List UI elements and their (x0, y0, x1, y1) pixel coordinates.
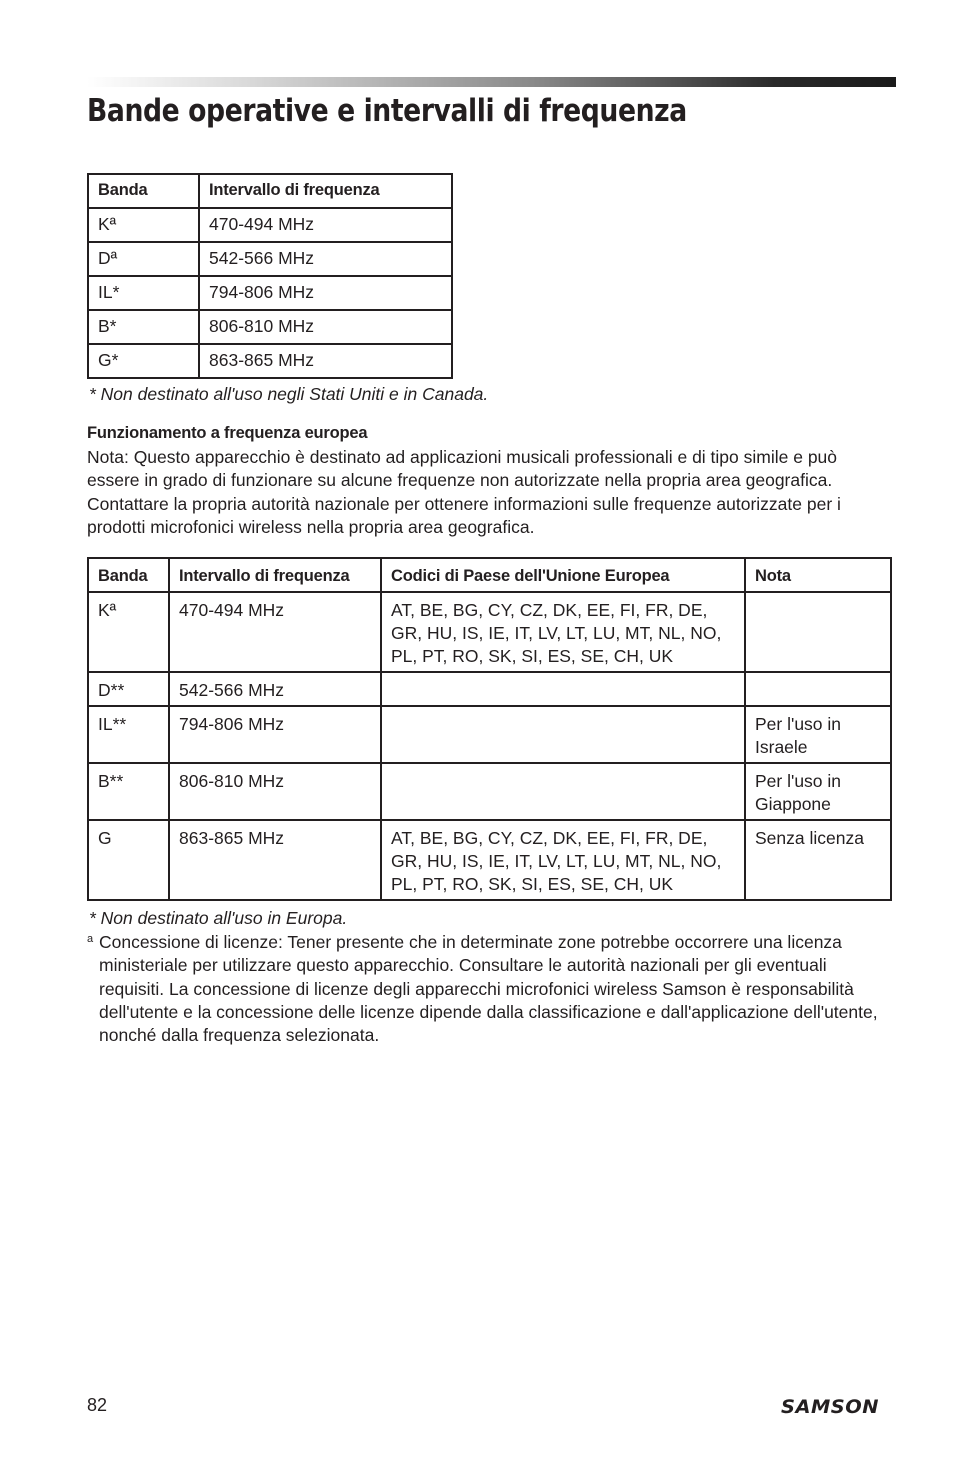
table-row (88, 208, 452, 242)
column-header-frequency: Intervallo di frequenza (199, 174, 452, 208)
frequency-cell: 863-865 MHz (199, 344, 452, 378)
frequency-cell: 542-566 MHz (199, 242, 452, 276)
table-row (88, 672, 891, 706)
table-row (88, 276, 452, 310)
band-cell: G (88, 820, 169, 900)
note-cell (745, 672, 891, 706)
country-codes-cell (381, 706, 745, 763)
country-codes-cell: AT, BE, BG, CY, CZ, DK, EE, FI, FR, DE, GR, HU, IS, IE, IT, LV, LT, LU, MT, NL, NO, PL, PT, RO, SK, SI, ES, SE, CH, UK (381, 820, 745, 900)
band-cell: D** (88, 672, 169, 706)
country-codes-cell: AT, BE, BG, CY, CZ, DK, EE, FI, FR, DE, GR, HU, IS, IE, IT, LV, LT, LU, MT, NL, NO, PL, PT, RO, SK, SI, ES, SE, CH, UK (381, 592, 745, 672)
band-cell: Kª (88, 592, 169, 672)
frequency-cell: 863-865 MHz (169, 820, 381, 900)
table-row (88, 344, 452, 378)
eu-frequency-table (87, 557, 892, 901)
frequency-cell: 794-806 MHz (199, 276, 452, 310)
column-header-band: Banda (88, 558, 169, 592)
band-cell: IL* (88, 276, 199, 310)
samson-logo: SAMSON (781, 1396, 879, 1418)
note-cell: Senza licenza (745, 820, 891, 900)
column-header-note: Nota (745, 558, 891, 592)
header-gradient-bar (87, 77, 896, 87)
frequency-table (87, 173, 453, 379)
band-cell: B* (88, 310, 199, 344)
band-cell: B** (88, 763, 169, 820)
table-row (88, 592, 891, 672)
band-cell: Kª (88, 208, 199, 242)
band-cell: Dª (88, 242, 199, 276)
europe-footnote: * Non destinato all'uso in Europa. (89, 908, 348, 928)
page-title: Bande operative e intervalli di frequenza (87, 93, 687, 129)
us-canada-footnote: * Non destinato all'uso negli Stati Uniti e in Canada. (89, 384, 489, 404)
table-row (88, 820, 891, 900)
note-cell (745, 592, 891, 672)
table-row (88, 242, 452, 276)
frequency-cell: 806-810 MHz (199, 310, 452, 344)
footnote-mark: a (87, 933, 94, 945)
column-header-country-codes: Codici di Paese dell'Unione Europea (381, 558, 745, 592)
page-number: 82 (87, 1395, 108, 1415)
table-header-row (88, 558, 891, 592)
country-codes-cell (381, 672, 745, 706)
table-row (88, 706, 891, 763)
section-body: Nota: Questo apparecchio è destinato ad applicazioni musicali professionali e di tipo simile e può essere in grado di funzionare su alcune frequenze non autorizzate nella propria area geografica. Contattare la propria autorità nazionale per ottenere informazioni sulle frequenze autorizzate per i prodotti microfonici wireless nella propria area geografica. (87, 447, 841, 537)
column-header-band: Banda (88, 174, 199, 208)
section-title: Funzionamento a frequenza europea (87, 424, 368, 442)
frequency-cell: 542-566 MHz (169, 672, 381, 706)
frequency-cell: 470-494 MHz (199, 208, 452, 242)
licensing-text: Concessione di licenze: Tener presente che in determinate zone potrebbe occorrere una licenza ministeriale per utilizzare questo apparecchio. Consultare le autorità nazionali per gli eventuali requisiti. La concessione di licenze degli apparecchi microfonici wireless Samson è responsabilità dell'utente e la concessione delle licenze dipende dalla classificazione e dall'applicazione dell'utente, nonché dalla frequenza selezionata. (99, 932, 878, 1046)
frequency-cell: 470-494 MHz (169, 592, 381, 672)
table-row (88, 763, 891, 820)
country-codes-cell (381, 763, 745, 820)
frequency-cell: 806-810 MHz (169, 763, 381, 820)
note-cell: Per l'uso in Giappone (745, 763, 891, 820)
column-header-frequency: Intervallo di frequenza (169, 558, 381, 592)
band-cell: IL** (88, 706, 169, 763)
table-row (88, 310, 452, 344)
note-cell: Per l'uso in Israele (745, 706, 891, 763)
table-header-row (88, 174, 452, 208)
frequency-cell: 794-806 MHz (169, 706, 381, 763)
licensing-footnote (87, 931, 887, 1047)
band-cell: G* (88, 344, 199, 378)
